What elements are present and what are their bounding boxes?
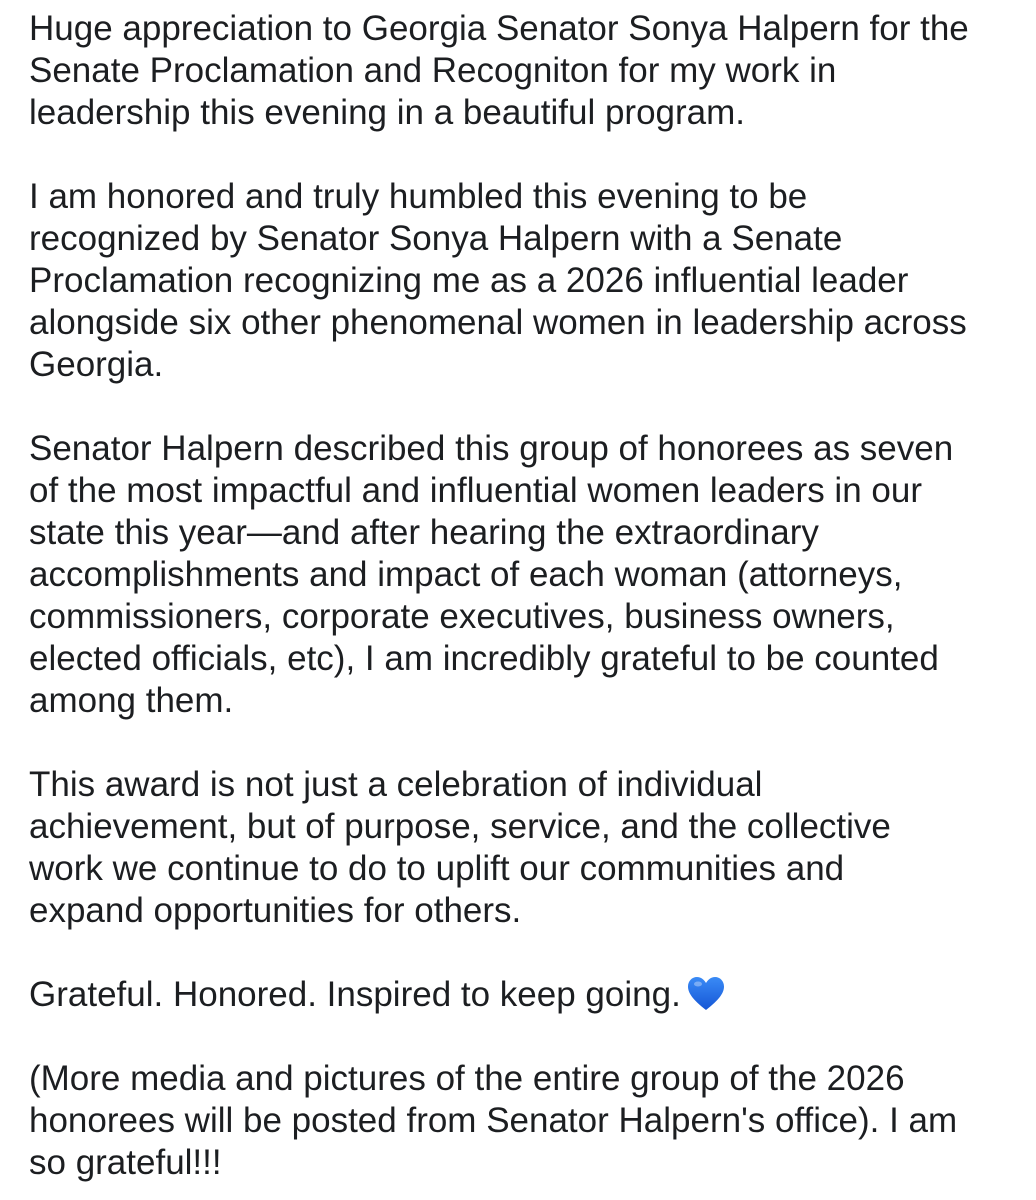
paragraph-honored: I am honored and truly humbled this evening to be recognized by Senator Sonya Halpern with a Senate Proclamation recognizing me as a 2026 influential leader alongside six other phenomenal women in leadership across Georgia. — [29, 177, 967, 384]
paragraph-award: This award is not just a celebration of individual achievement, but of purpose, service, and the collective work we continue to do to uplift our communities and expand opportunities for others. — [29, 765, 891, 930]
paragraph-more-media: (More media and pictures of the entire group of the 2026 honorees will be posted from Senator Halpern's office). I am so grateful!!! — [29, 1059, 958, 1182]
grateful-text: Grateful. Honored. Inspired to keep going. — [29, 975, 681, 1014]
post-body — [29, 0, 1019, 1200]
paragraph-honorees: Senator Halpern described this group of honorees as seven of the most impactful and influential women leaders in our state this year—and after hearing the extraordinary accomplishments and impact of each woman (attorneys, commissioners, corporate executives, business owners, elected officials, etc), I am incredibly grateful to be counted among them. — [29, 429, 954, 720]
paragraph-appreciation: Huge appreciation to Georgia Senator Sonya Halpern for the Senate Proclamation and Recogniton for my work in leadership this evening in a beautiful program. — [29, 9, 969, 132]
paragraph-grateful — [29, 974, 1019, 1016]
blue-heart-icon — [687, 976, 725, 1012]
